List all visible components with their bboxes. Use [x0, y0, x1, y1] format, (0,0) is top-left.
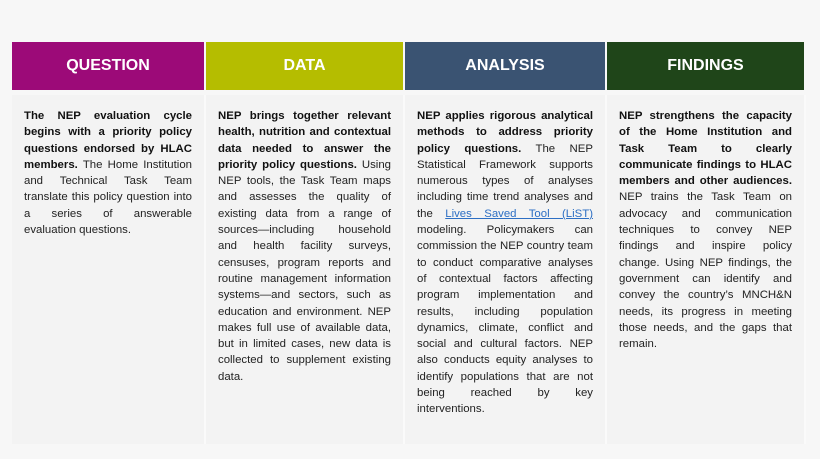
analysis-text-continued: modeling. Policymakers can commission the NEP country team to conduct comparative analyses of contextual factors affecting program implementation and results, including population dynamics, climate, conflict and social and cultural factors. NEP also conducts equity analyses to identify populations that are not being reached by key interventions.	[417, 224, 593, 416]
data-description	[206, 95, 405, 444]
findings-description	[607, 95, 806, 444]
question-description	[12, 95, 206, 444]
question-lead: The NEP evaluation cycle begins with a priority policy questions endorsed by HLAC members.	[24, 110, 192, 171]
data-lead: NEP brings together relevant health, nutrition and contextual data needed to answer the priority policy questions.	[218, 110, 391, 171]
question-text: The Home Institution and Technical Task Team translate this policy question into a series of answerable evaluation questions.	[24, 158, 192, 237]
findings-text: NEP trains the Task Team on advocacy and communication techniques to convey NEP findings and inspire policy change. Using NEP findings, the government can identify and convey the country’s MNCH&N needs, its progress in meeting those needs, and the gaps that remain.	[619, 191, 792, 351]
header-data: DATA	[206, 42, 405, 90]
header-question: QUESTION	[12, 42, 206, 90]
analysis-lead: NEP applies rigorous analytical methods to address priority policy questions.	[417, 110, 593, 155]
data-text: Using NEP tools, the Task Team maps and assesses the quality of existing data from a range of sources—including household and health facility surveys, censuses, program reports and routine management information systems—and sectors, such as education and environment. NEP makes full use of available data, but in limited cases, new data is collected to supplement existing data.	[218, 158, 391, 383]
nep-framework-table	[12, 42, 806, 444]
analysis-description	[405, 95, 607, 444]
header-analysis: ANALYSIS	[405, 42, 607, 90]
analysis-text: The NEP Statistical Framework supports numerous types of analyses including time trend analyses and the	[417, 142, 593, 220]
header-findings: FINDINGS	[607, 42, 806, 90]
findings-lead: NEP strengthens the capacity of the Home Institution and Task Team to clearly communicate findings to HLAC members and other audiences.	[619, 110, 792, 188]
lives-saved-tool-link[interactable]: Lives Saved Tool (LiST)	[445, 207, 593, 220]
